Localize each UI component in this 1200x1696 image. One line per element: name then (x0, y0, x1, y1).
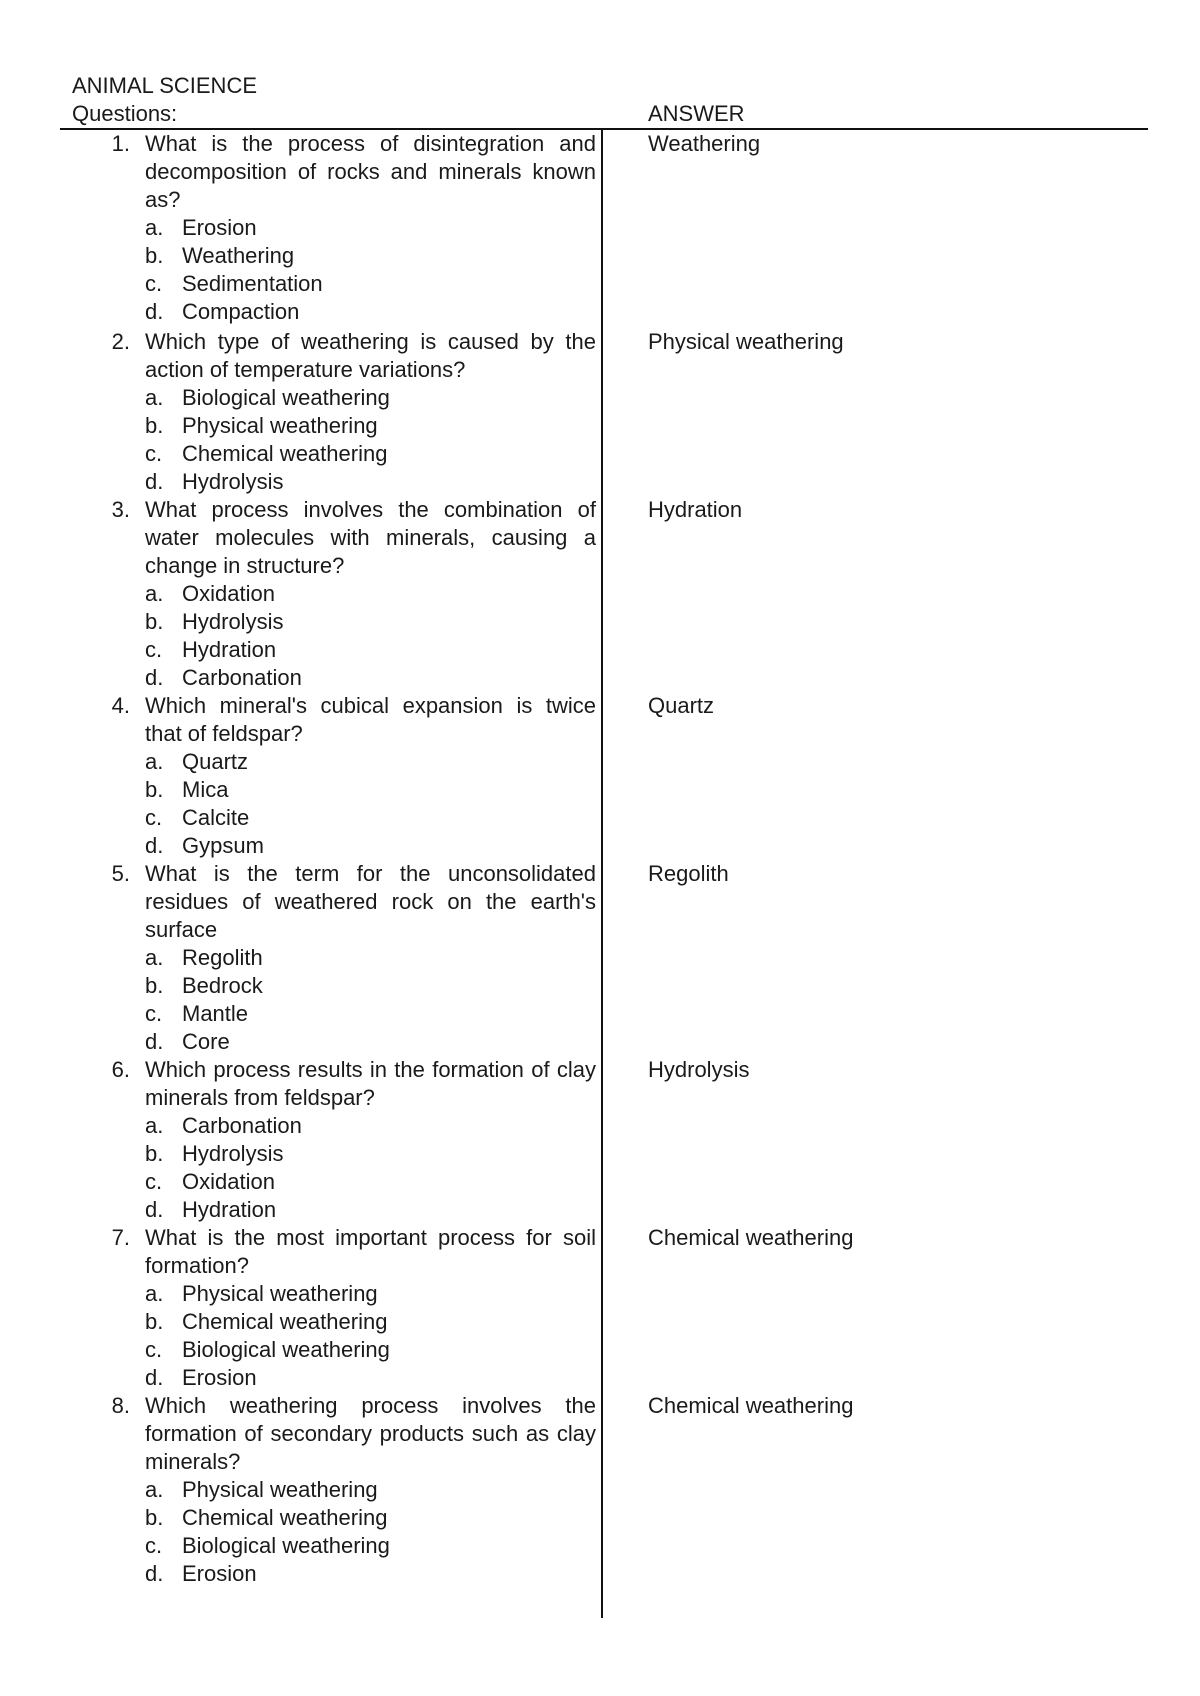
question-number: 6. (111, 1057, 130, 1082)
question-item (60, 860, 596, 1056)
option-text: Erosion (182, 1365, 257, 1390)
answer-option (145, 270, 596, 298)
option-letter: b. (145, 609, 164, 634)
option-letter: a. (145, 1281, 164, 1306)
answer-option (145, 1112, 596, 1140)
answer-text: Chemical weathering (648, 1393, 854, 1418)
answer-option (145, 298, 596, 326)
option-letter: c. (145, 637, 163, 662)
option-text: Carbonation (182, 1113, 302, 1138)
option-text: Hydrolysis (182, 1141, 284, 1166)
answer-option (145, 468, 596, 496)
option-letter: d. (145, 833, 164, 858)
option-letter: a. (145, 385, 164, 410)
answer-label: ANSWER (648, 101, 745, 126)
option-letter: d. (145, 299, 164, 324)
option-letter: d. (145, 1365, 164, 1390)
option-letter: a. (145, 749, 164, 774)
option-text: Core (182, 1029, 230, 1054)
column-divider (601, 130, 603, 1618)
option-letter: c. (145, 1533, 163, 1558)
option-letter: c. (145, 271, 163, 296)
option-text: Oxidation (182, 581, 275, 606)
option-letter: a. (145, 945, 164, 970)
option-letter: b. (145, 777, 164, 802)
option-letter: b. (145, 1505, 164, 1530)
option-letter: b. (145, 243, 164, 268)
question-text: What is the term for the unconsolidated residues of weathered rock on the earth's surface (145, 861, 596, 942)
question-item (60, 1392, 596, 1588)
answer-option (145, 1000, 596, 1028)
option-letter: d. (145, 1197, 164, 1222)
option-text: Chemical weathering (182, 1309, 388, 1334)
option-text: Mica (182, 777, 229, 802)
question-text: Which weathering process involves the formation of secondary products such as clay minerals? (145, 1393, 596, 1474)
answer-option (145, 1308, 596, 1336)
answer-text: Regolith (648, 861, 729, 886)
option-letter: b. (145, 1141, 164, 1166)
answer-option (145, 214, 596, 242)
option-letter: c. (145, 441, 163, 466)
answer-text: Hydration (648, 497, 743, 522)
option-text: Regolith (182, 945, 263, 970)
option-letter: a. (145, 581, 164, 606)
option-letter: b. (145, 413, 164, 438)
option-letter: c. (145, 1169, 163, 1194)
question-number: 3. (111, 497, 130, 522)
answer-option (145, 636, 596, 664)
question-text: Which process results in the formation of clay minerals from feldspar? (145, 1057, 596, 1110)
answer-option (145, 664, 596, 692)
question-item (60, 328, 596, 496)
option-text: Calcite (182, 805, 250, 830)
answer-option (145, 412, 596, 440)
option-text: Biological weathering (182, 1337, 390, 1362)
questions-label: Questions: (72, 101, 178, 126)
question-number: 8. (111, 1393, 130, 1418)
answer-option (145, 1196, 596, 1224)
option-text: Mantle (182, 1001, 249, 1026)
question-item (60, 1056, 596, 1224)
answer-option (145, 1560, 596, 1588)
option-text: Physical weathering (182, 1281, 378, 1306)
answer-option (145, 580, 596, 608)
answer-option (145, 748, 596, 776)
answer-option (145, 1504, 596, 1532)
answer-option (145, 804, 596, 832)
option-text: Hydrolysis (182, 609, 284, 634)
option-text: Hydration (182, 637, 277, 662)
option-text: Hydration (182, 1197, 277, 1222)
option-letter: c. (145, 1001, 163, 1026)
question-item (60, 130, 596, 326)
option-text: Erosion (182, 215, 257, 240)
answer-text: Chemical weathering (648, 1225, 854, 1250)
option-text: Sedimentation (182, 271, 323, 296)
option-text: Quartz (182, 749, 249, 774)
answer-option (145, 972, 596, 1000)
option-text: Chemical weathering (182, 1505, 388, 1530)
page-title: ANIMAL SCIENCE (72, 73, 258, 98)
question-number: 4. (111, 693, 130, 718)
option-letter: d. (145, 1561, 164, 1586)
option-text: Physical weathering (182, 413, 378, 438)
question-item (60, 496, 596, 692)
option-text: Carbonation (182, 665, 302, 690)
option-text: Weathering (182, 243, 295, 268)
answer-option (145, 1280, 596, 1308)
answer-option (145, 440, 596, 468)
option-text: Physical weathering (182, 1477, 378, 1502)
option-letter: d. (145, 469, 164, 494)
option-text: Biological weathering (182, 385, 390, 410)
question-text: What is the most important process for soil formation? (145, 1225, 596, 1278)
question-number: 2. (111, 329, 130, 354)
question-item (60, 692, 596, 860)
option-letter: a. (145, 1477, 164, 1502)
option-letter: d. (145, 1029, 164, 1054)
question-text: What is the process of disintegration and decomposition of rocks and minerals known as? (145, 131, 596, 212)
answer-option (145, 1140, 596, 1168)
answer-option (145, 832, 596, 860)
answer-text: Physical weathering (648, 329, 844, 354)
option-letter: d. (145, 665, 164, 690)
answer-option (145, 1532, 596, 1560)
answer-option (145, 1336, 596, 1364)
option-text: Erosion (182, 1561, 257, 1586)
answer-text: Hydrolysis (648, 1057, 750, 1082)
answer-option (145, 242, 596, 270)
answer-text: Weathering (648, 131, 761, 156)
answer-text: Quartz (648, 693, 715, 718)
question-item (60, 1224, 596, 1392)
question-number: 5. (111, 861, 130, 886)
answer-option (145, 1364, 596, 1392)
option-text: Oxidation (182, 1169, 275, 1194)
option-letter: b. (145, 973, 164, 998)
option-text: Bedrock (182, 973, 263, 998)
option-text: Gypsum (182, 833, 264, 858)
answer-option (145, 1028, 596, 1056)
answer-option (145, 608, 596, 636)
option-letter: c. (145, 805, 163, 830)
question-text: Which mineral's cubical expansion is twice that of feldspar? (145, 693, 596, 746)
option-letter: b. (145, 1309, 164, 1334)
option-text: Compaction (182, 299, 300, 324)
answer-option (145, 944, 596, 972)
answer-option (145, 1476, 596, 1504)
question-text: Which type of weathering is caused by the action of temperature variations? (145, 329, 596, 382)
option-text: Biological weathering (182, 1533, 390, 1558)
answer-option (145, 776, 596, 804)
question-text: What process involves the combination of water molecules with minerals, causing a change in structure? (145, 497, 596, 578)
option-letter: c. (145, 1337, 163, 1362)
option-text: Hydrolysis (182, 469, 284, 494)
option-text: Chemical weathering (182, 441, 388, 466)
question-number: 1. (111, 131, 130, 156)
answer-option (145, 384, 596, 412)
question-number: 7. (111, 1225, 130, 1250)
option-letter: a. (145, 215, 164, 240)
option-letter: a. (145, 1113, 164, 1138)
answer-option (145, 1168, 596, 1196)
